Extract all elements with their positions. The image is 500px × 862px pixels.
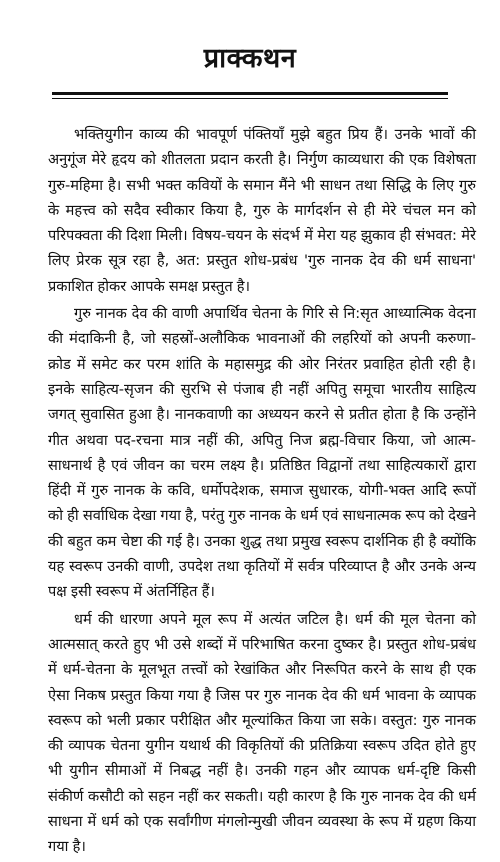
document-body	[48, 122, 476, 862]
page-title: प्राक्कथन	[203, 43, 297, 74]
title-rule-thin	[52, 98, 448, 99]
paragraph: धर्म की धारणा अपने मूल रूप में अत्यंत जटिल है। धर्म की मूल चेतना को आत्मसात् करते हुए भी उसे शब्दों में परिभाषित करना दुष्कर है। प्रस्तुत शोध-प्रबंध में धर्म-चेतना के मूलभूत तत्त्वों को रेखांकित और निरूपित करने के साथ ही एक ऐसा निकष प्रस्तुत किया गया है जिस पर गुरु नानक देव की धर्म भावना के व्यापक स्वरूप को भली प्रकार परीक्षित और मूल्यांकित किया जा सके। वस्तुत: गुरु नानक की व्यापक चेतना युगीन यथार्थ की विकृतियों की प्रतिक्रिया स्वरूप उदित होते हुए भी युगीन सीमाओं में निबद्ध नहीं है। उनकी गहन और व्यापक धर्म-दृष्टि किसी संकीर्ण कसौटी को सहन नहीं कर सकती। यही कारण है कि गुरु नानक देव की धर्म साधना में धर्म को एक सर्वांगीण मंगलोन्मुखी जीवन व्यवस्था के रूप में ग्रहण किया गया है।	[48, 610, 476, 856]
paragraph: गुरु नानक देव की वाणी अपार्थिव चेतना के गिरि से नि:सृत आध्यात्मिक वेदना की मंदाकिनी है, जो सहस्रों-अलौकिक भावनाओं की लहरियों को अपनी करुणा-क्रोड में समेट कर परम शांति के महासमुद्र की ओर निरंतर प्रवाहित होती रही है। इनके साहित्य-सृजन की सुरभि से पंजाब ही नहीं अपितु समूचा भारतीय साहित्य जगत् सुवासित हुआ है। नानकवाणी का अध्ययन करने से प्रतीत होता है कि उन्होंने गीत अथवा पद-रचना मात्र नहीं की, अपितु निज ब्रह्म-विचार किया, जो आत्म-साधनार्थ है एवं जीवन का चरम लक्ष्य है। प्रतिष्ठित विद्वानों तथा साहित्यकारों द्वारा हिंदी में गुरु नानक के कवि, धर्मोपदेशक, समाज सुधारक, योगी-भक्त आदि रूपों को ही सर्वाधिक देखा गया है, परंतु गुरु नानक के धर्म एवं साधनात्मक रूप को देखने की बहुत कम चेष्टा की गई है। उनका शुद्ध तथा प्रमुख स्वरूप दार्शनिक ही है क्योंकि यह स्वरूप उनकी वाणी, उपदेश तथा कृतियों में सर्वत्र परिव्याप्त है और उनके अन्य पक्ष इसी स्वरूप में अंतर्निहित हैं।	[48, 305, 476, 601]
paragraph: भक्तियुगीन काव्य की भावपूर्ण पंक्तियाँ मुझे बहुत प्रिय हैं। उनके भावों की अनुगूंज मेरे हृदय को शीतलता प्रदान करती है। निर्गुण काव्यधारा की एक विशेषता गुरु-महिमा है। सभी भक्त कवियों के समान मैंने भी साधन तथा सिद्धि के लिए गुरु के महत्त्व को सदैव स्वीकार किया है, गुरु के मार्गदर्शन से ही मेरे चंचल मन को परिपक्वता की दिशा मिली। विषय-चयन के संदर्भ में मेरा यह झुकाव ही संभवत: मेरे लिए प्रेरक सूत्र रहा है, अत: प्रस्तुत शोध-प्रबंध 'गुरु नानक देव की धर्म साधना' प्रकाशित होकर आपके समक्ष प्रस्तुत है।	[48, 126, 476, 295]
title-rule-thick	[52, 92, 448, 95]
